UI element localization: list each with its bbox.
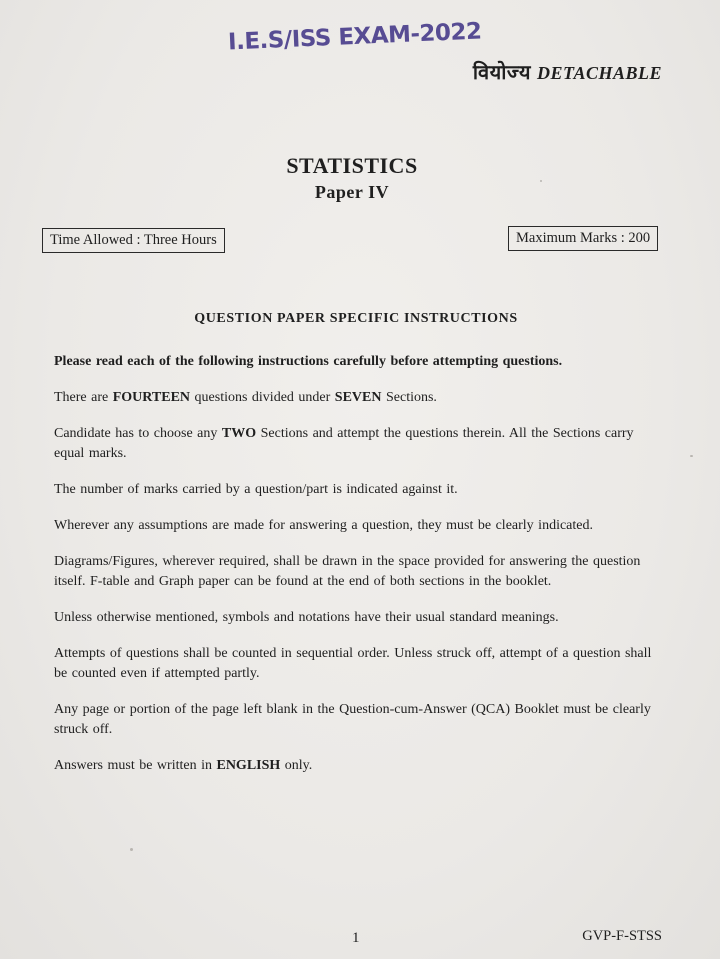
speck: [690, 455, 693, 457]
speck: [130, 848, 133, 851]
instruction-item: [54, 388, 658, 408]
instruction-item: [54, 644, 658, 684]
instruction-text: Any page or portion of the page left blank in the Question-cum-Answer (QCA) Booklet must be clearly struck off.: [54, 702, 651, 737]
booklet-code: GVP-F-STSS: [582, 928, 662, 944]
page-number: 1: [352, 930, 360, 946]
instruction-item: [54, 756, 658, 776]
instruction-item: [54, 608, 658, 628]
max-marks-box: Maximum Marks : 200: [508, 226, 658, 251]
instruction-text: Candidate has to choose any: [54, 426, 222, 441]
instruction-text: Sections.: [381, 390, 437, 405]
instruction-text: Attempts of questions shall be counted in sequential order. Unless struck off, attempt of a question shall be counted even if attempted partly.: [54, 646, 652, 681]
exam-stamp: I.E.S/ISS EXAM-2022: [227, 18, 483, 56]
speck: [540, 180, 542, 182]
time-allowed-box: Time Allowed : Three Hours: [42, 228, 225, 253]
instruction-text: The number of marks carried by a question/part is indicated against it.: [54, 482, 458, 497]
instruction-item: [54, 516, 658, 536]
instruction-text: questions divided under: [190, 390, 335, 405]
emphasis-text: TWO: [221, 426, 257, 441]
emphasis-text: FOURTEEN: [112, 390, 191, 405]
emphasis-text: SEVEN: [334, 390, 382, 405]
instructions-list: [54, 352, 658, 792]
instructions-heading: QUESTION PAPER SPECIFIC INSTRUCTIONS: [194, 311, 518, 326]
instruction-item: [54, 424, 658, 464]
detachable-english: DETACHABLE: [536, 63, 662, 83]
paper-subtitle: Paper IV: [314, 182, 390, 202]
emphasis-text: ENGLISH: [216, 758, 281, 773]
instruction-item: [54, 700, 658, 740]
instruction-text: Unless otherwise mentioned, symbols and notations have their usual standard meanings.: [54, 610, 559, 625]
instruction-item: [54, 552, 658, 592]
instruction-text: only.: [280, 758, 313, 773]
instruction-text: Diagrams/Figures, wherever required, shall be drawn in the space provided for answering the question itself. F-table and Graph paper can be found at the end of both sections in the booklet.: [54, 554, 641, 589]
instruction-item: [54, 480, 658, 500]
instruction-text: Wherever any assumptions are made for answering a question, they must be clearly indicated.: [54, 518, 593, 533]
instruction-text: Sections and attempt the questions therein. All the Sections carry equal marks.: [54, 426, 634, 461]
instruction-items: [54, 388, 658, 776]
instruction-text: Answers must be written in: [54, 758, 217, 773]
instruction-text: There are: [54, 390, 113, 405]
detachable-label: [473, 58, 662, 85]
detachable-hindi: वियोज्य: [472, 60, 531, 84]
instructions-intro: Please read each of the following instructions carefully before attempting questions.: [54, 354, 563, 369]
page-title: STATISTICS: [286, 153, 418, 178]
